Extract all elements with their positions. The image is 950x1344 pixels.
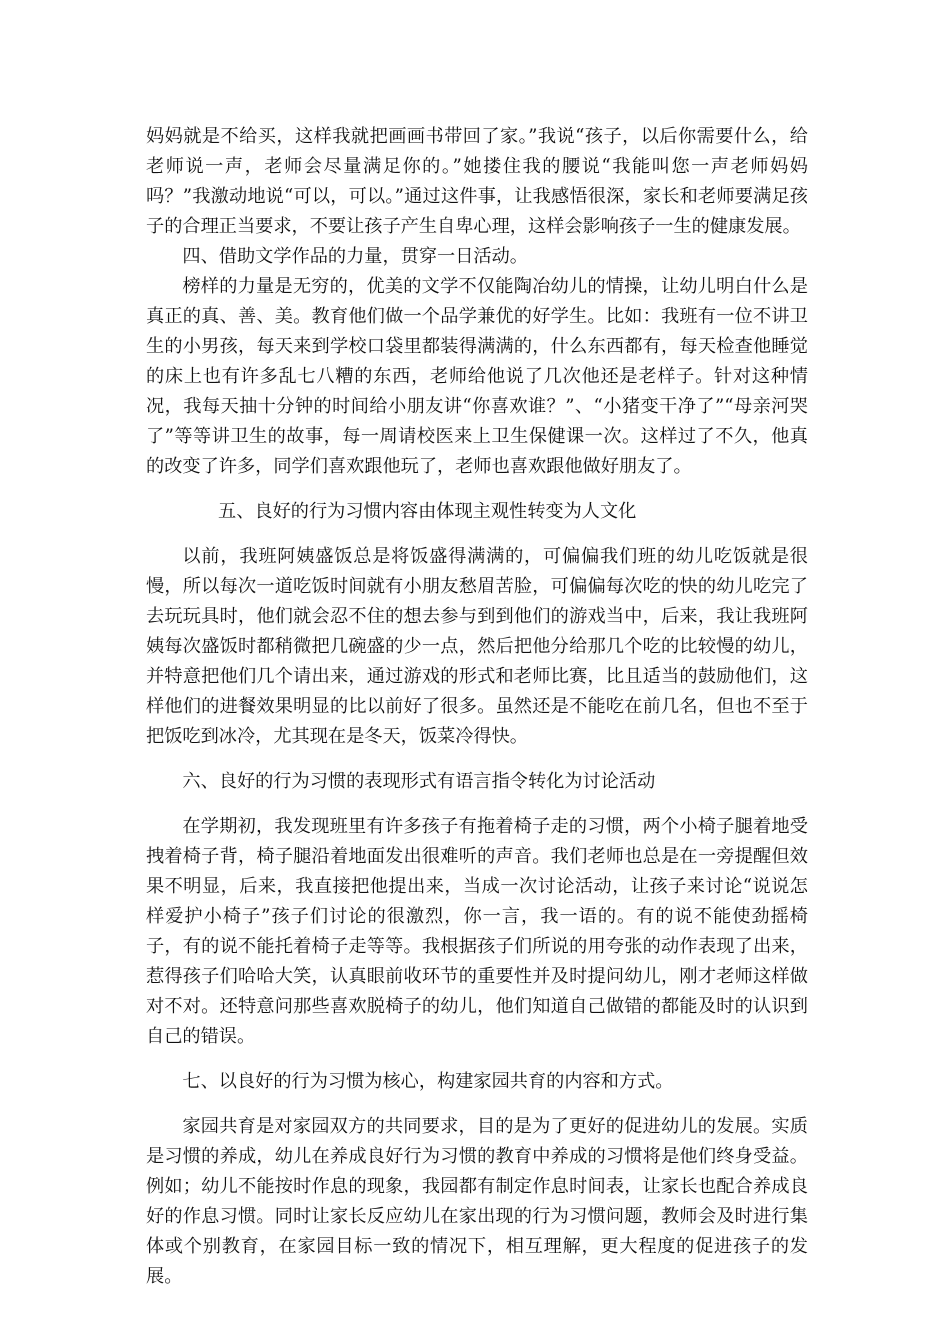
section-heading-4: 四、借助文学作品的力量，贯穿一日活动。 <box>182 246 528 267</box>
section-heading-7: 七、以良好的行为习惯为核心，构建家园共育的内容和方式。 <box>182 1071 674 1092</box>
paragraph-chairs: 在学期初，我发现班里有许多孩子有拖着椅子走的习惯，两个小椅子腿着地受拽着椅子背，椅子腿沿着地面发出很难听的声音。我们老师也总是在一旁提醒但效果不明显，后来，我直接把他提出来，当成一次讨论活动，让孩子来讨论“说说怎样爱护小椅子”孩子们讨论的很激烈，你一言，我一语的。有的说不能使劲摇椅子，有的说不能托着椅子走等等。我根据孩子们所说的用夸张的动作表现了出来，惹得孩子们哈哈大笑，认真眼前收环节的重要性并及时提问幼儿，刚才老师这样做对不对。还特意问那些喜欢脱椅子的幼儿，他们知道自己做错的都能及时的认识到自己的错误。 <box>146 816 808 1047</box>
section-heading-6: 六、良好的行为习惯的表现形式有语言指令转化为讨论活动 <box>182 771 656 792</box>
paragraph-role-models: 榜样的力量是无穷的，优美的文学不仅能陶冶幼儿的情操，让幼儿明白什么是真正的真、善、美。教育他们做一个品学兼优的好学生。比如：我班有一位不讲卫生的小男孩，每天来到学校口袋里都装得满满的，什么东西都有，每天检查他睡觉的床上也有许多乱七八糟的东西，老师给他说了几次他还是老样子。针对这种情况，我每天抽十分钟的时间给小朋友讲“你喜欢谁？”、“小猪变干净了”“母亲河哭了”等等讲卫生的故事，每一周请校医来上卫生保健课一次。这样过了不久，他真的改变了许多，同学们喜欢跟他玩了，老师也喜欢跟他做好朋友了。 <box>146 276 808 477</box>
paragraph-meals: 以前，我班阿姨盛饭总是将饭盛得满满的，可偏偏我们班的幼儿吃饭就是很慢，所以每次一道吃饭时间就有小朋友愁眉苦脸，可偏偏每次吃的快的幼儿吃完了去玩玩具时，他们就会忍不住的想去参与到到他们的游戏当中，后来，我让我班阿姨每次盛饭时都稍微把几碗盛的少一点，然后把他分给那几个吃的比较慢的幼儿，并特意把他们几个请出来，通过游戏的形式和老师比赛，比且适当的鼓励他们，这样他们的进餐效果明显的比以前好了很多。虽然还是不能吃在前几名，但也不至于把饭吃到冰冷，尤其现在是冬天，饭菜冷得快。 <box>146 546 808 747</box>
paragraph-home-school: 家园共育是对家园双方的共同要求，目的是为了更好的促进幼儿的发展。实质是习惯的养成，幼儿在养成良好行为习惯的教育中养成的习惯将是他们终身受益。例如；幼儿不能按时作息的现象，我园都有制定作息时间表，让家长也配合养成良好的作息习惯。同时让家长反应幼儿在家出现的行为习惯问题，教师会及时进行集体或个别教育，在家园目标一致的情况下，相互理解，更大程度的促进孩子的发展。 <box>146 1116 808 1287</box>
paragraph-continuation: 妈妈就是不给买，这样我就把画画书带回了家。”我说“孩子，以后你需要什么，给老师说一声，老师会尽量满足你的。”她搂住我的腰说“我能叫您一声老师妈妈吗？”我激动地说“可以，可以。”通过这件事，让我感悟很深，家长和老师要满足孩子的合理正当要求，不要让孩子产生自卑心理，这样会影响孩子一生的健康发展。 <box>146 126 808 237</box>
document-page <box>146 122 808 1292</box>
section-heading-5: 五、良好的行为习惯内容由体现主观性转变为人文化 <box>218 501 637 522</box>
